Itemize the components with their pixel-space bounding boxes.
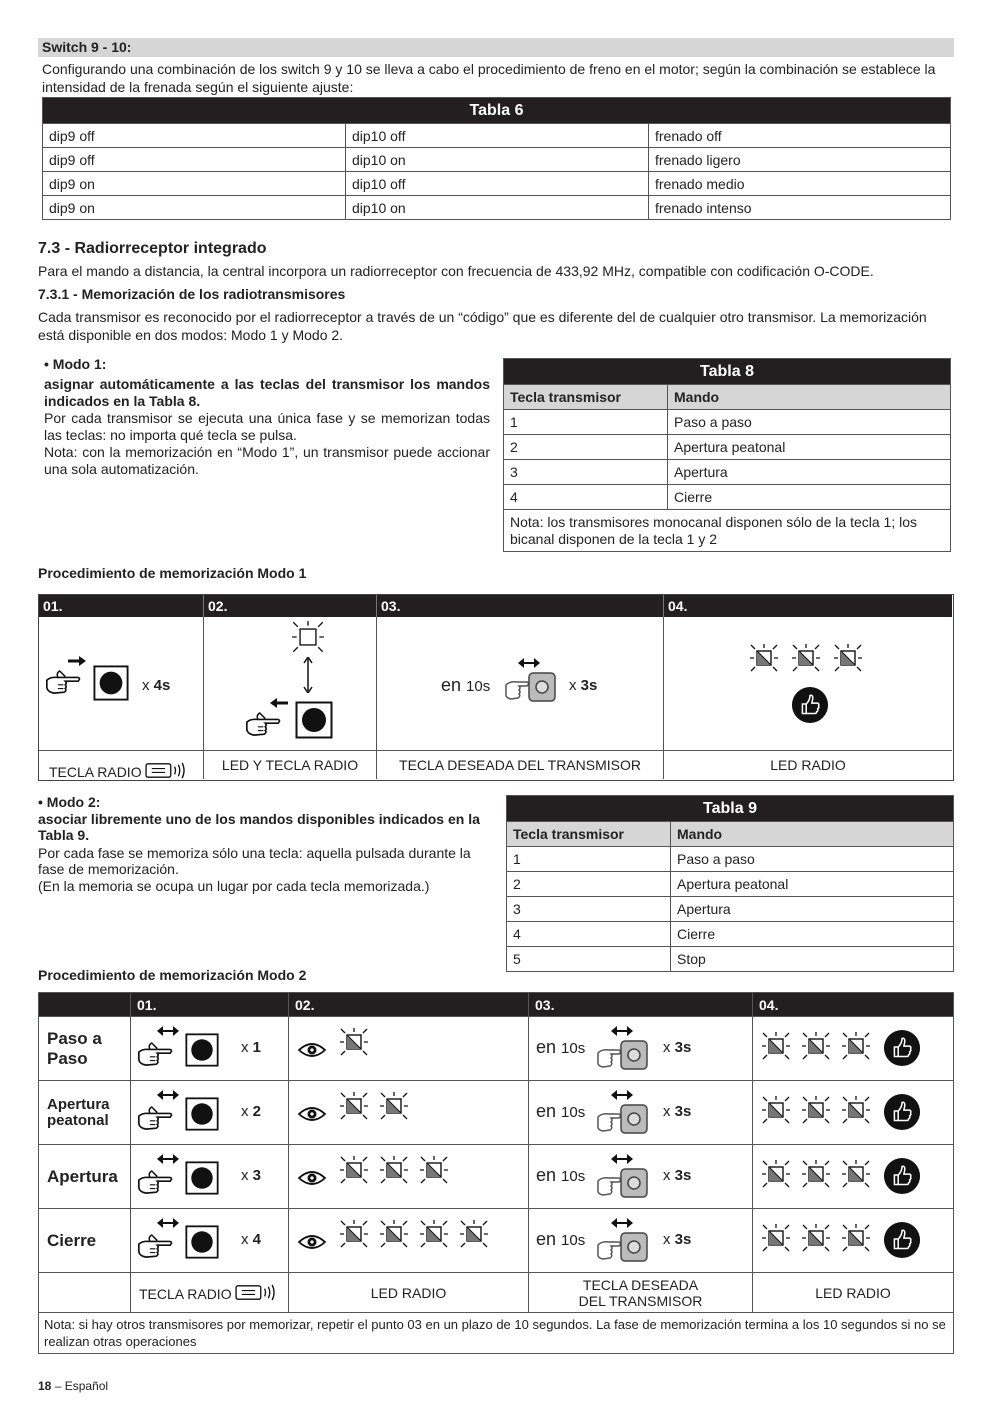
proc1-title: Procedimiento de memorización Modo 1 [38,565,307,581]
arrow-updown-icon [303,657,313,693]
table-cell: frenado medio [649,172,951,196]
hand-press-icon [245,709,291,741]
table-cell: dip9 on [43,196,346,220]
hand-press-icon [137,1039,183,1071]
table-cell: 3 [507,897,671,922]
proc2-cell-01 [131,1081,289,1145]
table-row [43,124,951,148]
footer [38,1379,108,1393]
proc2-count: x 4 [241,1231,262,1248]
proc2-caption-02: LED RADIO [289,1273,529,1313]
led-blink-icon [419,1219,449,1249]
modo1-text1: Por cada transmisor se ejecuta una única fase y se memorizan todas las teclas: no importa qué tecla se pulsa. [44,410,490,443]
led-icon [291,620,325,654]
proc2-en10s: en 10s [536,1165,586,1185]
proc2-cell-01 [131,1209,289,1273]
thumb-up-icon [791,686,829,724]
proc1-step-04: 04. [664,595,952,617]
table-cell: 3 [504,460,668,485]
tabla8-col2: Mando [668,385,951,410]
proc2-cell-03 [529,1017,753,1081]
arrow-both-icon [157,1089,179,1101]
arrow-both-icon [611,1089,633,1101]
proc2-cell-02 [289,1017,529,1081]
proc2-cell-03 [529,1209,753,1273]
tabla8-title: Tabla 8 [504,359,951,385]
radio-key-icon [145,761,187,780]
led-blink-icon [841,1223,871,1253]
modo2-text2: (En la memoria se ocupa un lugar por cada tecla memorizada.) [38,878,430,894]
led-blink-icon [801,1223,831,1253]
tabla6 [42,97,951,220]
table-cell: dip9 off [43,148,346,172]
table-cell: dip9 off [43,124,346,148]
proc2-x3s: x 3s [663,1103,692,1120]
hand-press-icon [45,667,91,699]
table-cell: 2 [504,435,668,460]
modo2-text1: Por cada fase se memoriza sólo una tecla: aquella pulsada durante la fase de memorización. [38,845,471,877]
tabla9-title: Tabla 9 [507,796,954,822]
table-cell: Apertura [671,897,954,922]
led-blink-icon [841,1095,871,1125]
proc2-row-label: Apertura [39,1145,131,1209]
led-blink-icon [419,1155,449,1185]
section73-text: Para el mando a distancia, la central incorpora un radiorreceptor con frecuencia de 433,92 MHz, compatible con codificación O-CODE. [38,263,874,279]
table-cell: dip10 on [346,148,649,172]
table-cell: frenado ligero [649,148,951,172]
tabla8-note: Nota: los transmisores monocanal disponen sólo de la tecla 1; los bicanal disponen de la tecla 1 y 2 [504,510,951,552]
table-cell: Stop [671,947,954,972]
proc1-step-01: 01. [39,595,204,617]
arrow-both-icon [611,1217,633,1229]
arrow-both-icon [611,1025,633,1037]
arrow-both-icon [611,1153,633,1165]
table-cell: Apertura peatonal [668,435,951,460]
section73-title: 7.3 - Radiorreceptor integrado [38,240,267,257]
led-blink-icon [761,1223,791,1253]
table-row [504,460,951,485]
hand-press-icon [137,1103,183,1135]
table-cell: Paso a paso [668,410,951,435]
proc2-count: x 3 [241,1167,262,1184]
proc1-caption-01: TECLA RADIO [49,761,187,780]
divider [39,750,952,751]
proc1-caption-04: LED RADIO [770,757,846,773]
proc2-row [39,1209,954,1273]
footer-separator: – [51,1379,65,1393]
proc2-row [39,1145,954,1209]
eye-icon [297,1041,327,1059]
remote-press-icon [503,669,559,705]
proc2-cell-04 [753,1145,954,1209]
arrow-both-icon [157,1153,179,1165]
proc2-cell-04 [753,1017,954,1081]
proc2-x3s: x 3s [663,1039,692,1056]
proc1-x4s: x 4s [142,677,171,694]
proc2-cell-03 [529,1145,753,1209]
table-row [504,435,951,460]
table-row [507,897,954,922]
table-cell: Cierre [668,485,951,510]
led-blink-icon [339,1091,369,1121]
thumb-up-icon [883,1221,921,1259]
led-blink-icon [761,1095,791,1125]
thumb-up-icon [883,1157,921,1195]
led-blink-icon [833,643,863,673]
proc2-step-03: 03. [529,993,753,1017]
table-cell: 4 [504,485,668,510]
proc2-cell-04 [753,1209,954,1273]
modo1-bullet: • Modo 1: [44,356,107,372]
table-cell: 1 [507,847,671,872]
hand-press-icon [137,1231,183,1263]
radio-button-icon [185,1097,219,1131]
led-blink-icon [379,1219,409,1249]
table-cell: Paso a paso [671,847,954,872]
table-row [43,148,951,172]
thumb-up-icon [883,1029,921,1067]
proc1-caption-03: TECLA DESEADA DEL TRANSMISOR [399,757,641,773]
table-cell: frenado off [649,124,951,148]
proc2-step-02: 02. [289,993,529,1017]
proc1-step-02: 02. [204,595,377,617]
table-row [507,922,954,947]
table-row [507,947,954,972]
section731-title: 7.3.1 - Memorización de los radiotransmisores [38,286,346,302]
table-row [504,410,951,435]
radio-button-icon [185,1225,219,1259]
proc2-title: Procedimiento de memorización Modo 2 [38,967,307,983]
led-blink-icon [841,1031,871,1061]
page-number: 18 [38,1379,52,1393]
proc2-count: x 2 [241,1103,262,1120]
led-blink-icon [379,1091,409,1121]
table-row [507,872,954,897]
radio-button-icon [185,1161,219,1195]
arrow-both-icon [518,657,540,669]
proc1-step-03: 03. [377,595,664,617]
section731-text: Cada transmisor es reconocido por el radiorreceptor a través de un “código” que es diferente del de cualquier otro transmisor. La memorización está disponible en dos modos: Modo 1 y Modo 2. [38,309,927,343]
proc1-en10s: en 10s [441,675,491,695]
arrow-both-icon [157,1217,179,1229]
eye-icon [297,1169,327,1187]
modo2-bullet: • Modo 2: [38,794,101,810]
led-blink-icon [801,1159,831,1189]
tabla8-col1: Tecla transmisor [504,385,668,410]
table-row [504,485,951,510]
divider [376,617,377,779]
proc1-panel [38,594,954,781]
radio-button-icon [295,701,333,739]
proc2-caption-01: TECLA RADIO [131,1273,289,1313]
table-cell: dip10 on [346,196,649,220]
led-blink-icon [841,1159,871,1189]
footer-language: Español [64,1379,109,1393]
led-blink-icon [761,1031,791,1061]
proc2-caption-03: TECLA DESEADA DEL TRANSMISOR [529,1273,753,1313]
modo2-heading: asociar libremente uno de los mandos disponibles indicados en la Tabla 9. [38,811,480,843]
table-cell: dip9 on [43,172,346,196]
led-blink-icon [761,1159,791,1189]
proc2-cell-01 [131,1017,289,1081]
proc2-en10s: en 10s [536,1101,586,1121]
proc2-cell-02 [289,1081,529,1145]
led-blink-icon [801,1031,831,1061]
proc1-caption-02: LED Y TECLA RADIO [221,757,359,773]
proc2-note: Nota: si hay otros transmisores por memorizar, repetir el punto 03 en un plazo de 10 segundos. La fase de memorización termina a los 10 segundos si no se realizan otras operaciones [39,1313,954,1354]
modo1-heading: asignar automáticamente a las teclas del transmisor los mandos indicados en la Tabla 8. [44,376,490,409]
led-blink-icon [801,1095,831,1125]
proc2-cell-01 [131,1145,289,1209]
proc2-cell-02 [289,1209,529,1273]
proc2-step-01: 01. [131,993,289,1017]
arrow-right-icon [67,655,87,667]
table-cell: dip10 off [346,172,649,196]
hand-press-icon [137,1167,183,1199]
proc2-en10s: en 10s [536,1229,586,1249]
proc2-en10s: en 10s [536,1037,586,1057]
switch-title: Switch 9 - 10: [38,38,954,57]
radio-button-icon [93,665,129,701]
proc2-row-label: Paso a Paso [39,1017,131,1081]
table-cell: 1 [504,410,668,435]
table-cell: dip10 off [346,124,649,148]
divider [663,617,664,779]
arrow-both-icon [157,1025,179,1037]
table-row [507,847,954,872]
remote-press-icon [595,1037,651,1073]
tabla9-col1: Tecla transmisor [507,822,671,847]
remote-press-icon [595,1229,651,1265]
divider [203,617,204,779]
led-blink-icon [339,1155,369,1185]
proc2-x3s: x 3s [663,1231,692,1248]
proc2-caption-04: LED RADIO [753,1273,954,1313]
table-cell: 5 [507,947,671,972]
table-cell: frenado intenso [649,196,951,220]
led-blink-icon [791,643,821,673]
table-cell: Cierre [671,922,954,947]
table-cell: Apertura [668,460,951,485]
remote-press-icon [595,1101,651,1137]
led-blink-icon [339,1219,369,1249]
eye-icon [297,1233,327,1251]
proc2-row [39,1081,954,1145]
proc2-corner [39,993,131,1017]
radio-key-icon [235,1283,277,1302]
proc2-step-04: 04. [753,993,954,1017]
led-blink-icon [339,1027,369,1057]
switch-description: Configurando una combinación de los switch 9 y 10 se lleva a cabo el procedimiento de freno en el motor; según la combinación se establece la intensidad de la frenada según el siguiente ajuste: [42,61,936,95]
proc2-cell-04 [753,1081,954,1145]
table-cell: 2 [507,872,671,897]
tabla9 [506,795,954,972]
proc2-cell-02 [289,1145,529,1209]
table-row [43,172,951,196]
proc2-table [38,992,954,1354]
proc2-row [39,1017,954,1081]
tabla9-col2: Mando [671,822,954,847]
led-blink-icon [459,1219,489,1249]
table-row [43,196,951,220]
tabla8 [503,358,951,552]
proc2-row-label: Apertura peatonal [39,1081,131,1145]
proc1-x3s: x 3s [569,677,598,694]
led-blink-icon [379,1155,409,1185]
eye-icon [297,1105,327,1123]
proc2-x3s: x 3s [663,1167,692,1184]
arrow-left-icon [269,697,289,709]
proc2-row-label: Cierre [39,1209,131,1273]
tabla6-title: Tabla 6 [43,98,951,124]
radio-button-icon [185,1033,219,1067]
proc2-count: x 1 [241,1039,262,1056]
table-cell: Apertura peatonal [671,872,954,897]
table-cell: 4 [507,922,671,947]
thumb-up-icon [883,1093,921,1131]
led-blink-icon [749,643,779,673]
proc2-cell-03 [529,1081,753,1145]
remote-press-icon [595,1165,651,1201]
proc2-caption-blank [39,1273,131,1313]
modo1-text2: Nota: con la memorización en “Modo 1”, un transmisor puede accionar una sola automatización. [44,444,490,477]
